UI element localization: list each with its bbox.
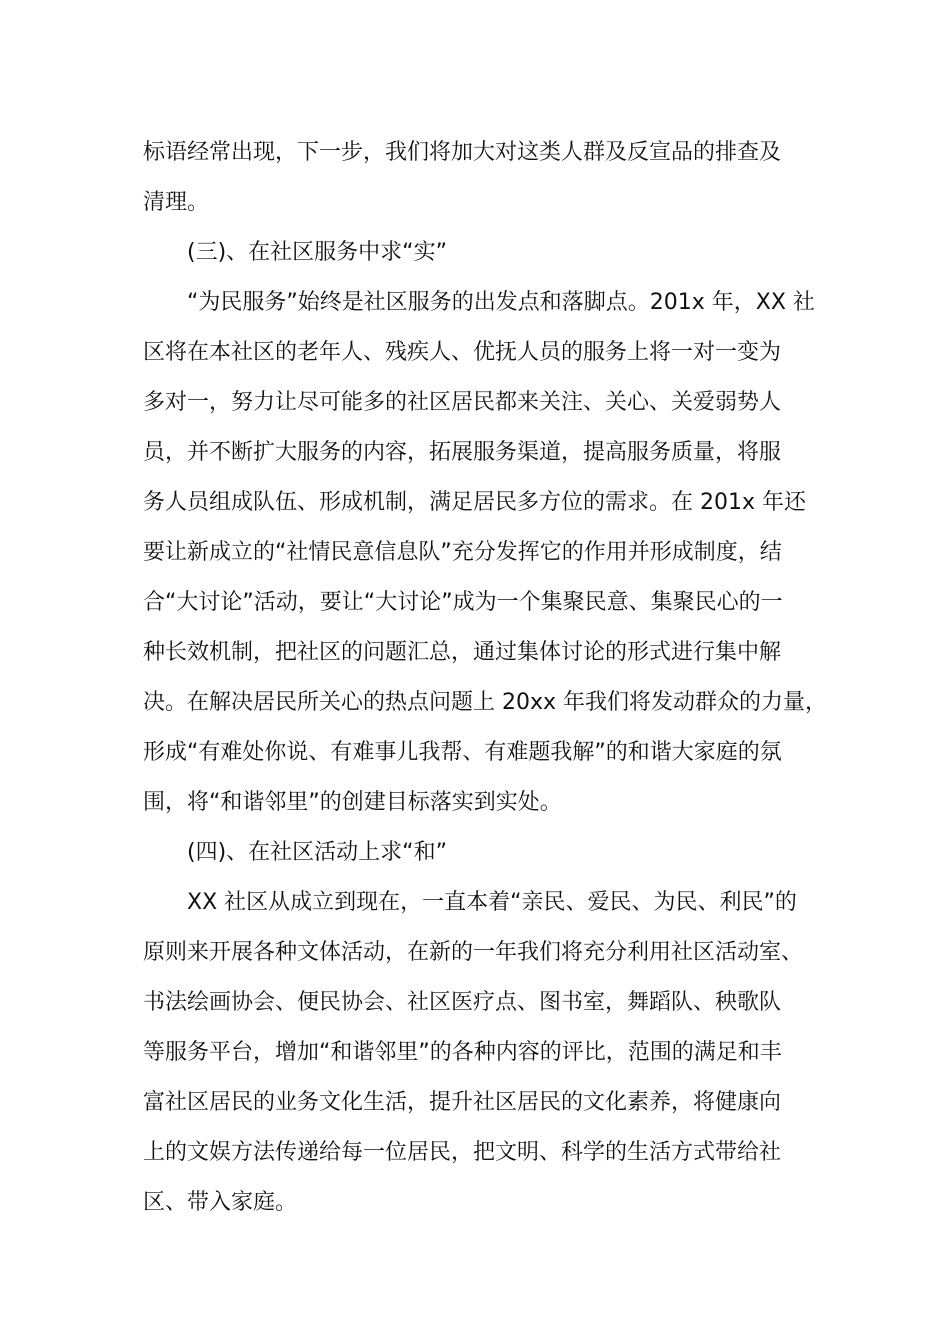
text-line: XX 社区从成立到现在，一直本着“亲民、爱民、为民、利民”的 [187, 890, 797, 915]
text-line: 形成“有难处你说、有难事儿我帮、有难题我解”的和谐大家庭的氛 [143, 740, 782, 765]
document-body [143, 128, 828, 1228]
text-line: 合“大讨论”活动，要让“大讨论”成为一个集聚民意、集聚民心的一 [143, 590, 783, 615]
text-line: 富社区居民的业务文化生活，提升社区居民的文化素养，将健康向 [143, 1090, 782, 1115]
section-heading-3 [143, 228, 811, 278]
text-line: 种长效机制，把社区的问题汇总，通过集体讨论的形式进行集中解 [143, 640, 782, 665]
text-line: 决。在解决居民所关心的热点问题上 20xx 年我们将发动群众的力量， [143, 690, 828, 715]
paragraph-service [143, 278, 828, 828]
text-line: “为民服务”始终是社区服务的出发点和落脚点。201x 年，XX 社 [187, 290, 815, 315]
text-line: 务人员组成队伍、形成机制，满足居民多方位的需求。在 201x 年还 [143, 490, 806, 515]
text-line: 原则来开展各种文体活动，在新的一年我们将充分利用社区活动室、 [143, 940, 804, 965]
text-line: 书法绘画协会、便民协会、社区医疗点、图书室，舞蹈队、秧歌队 [143, 990, 782, 1015]
text-line: 多对一，努力让尽可能多的社区居民都来关注、关心、关爱弱势人 [143, 390, 782, 415]
heading-text: (三)、在社区服务中求“实” [187, 240, 447, 265]
paragraph-activities [143, 878, 811, 1228]
text-line: 标语经常出现，下一步，我们将加大对这类人群及反宣品的排查及 [143, 140, 782, 165]
text-line: 清理。 [143, 190, 210, 215]
text-line: 员，并不断扩大服务的内容，拓展服务渠道，提高服务质量，将服 [143, 440, 782, 465]
text-line: 区将在本社区的老年人、残疾人、优抚人员的服务上将一对一变为 [143, 340, 782, 365]
text-line: 围，将“和谐邻里”的创建目标落实到实处。 [143, 790, 562, 815]
text-line: 区、带入家庭。 [143, 1190, 298, 1215]
text-line: 上的文娱方法传递给每一位居民，把文明、科学的生活方式带给社 [143, 1140, 782, 1165]
text-line: 要让新成立的“社情民意信息队”充分发挥它的作用并形成制度，结 [143, 540, 782, 565]
section-heading-4 [143, 828, 811, 878]
heading-text: (四)、在社区活动上求“和” [187, 840, 447, 865]
paragraph-continuation [143, 128, 811, 228]
text-line: 等服务平台，增加“和谐邻里”的各种内容的评比，范围的满足和丰 [143, 1040, 782, 1065]
